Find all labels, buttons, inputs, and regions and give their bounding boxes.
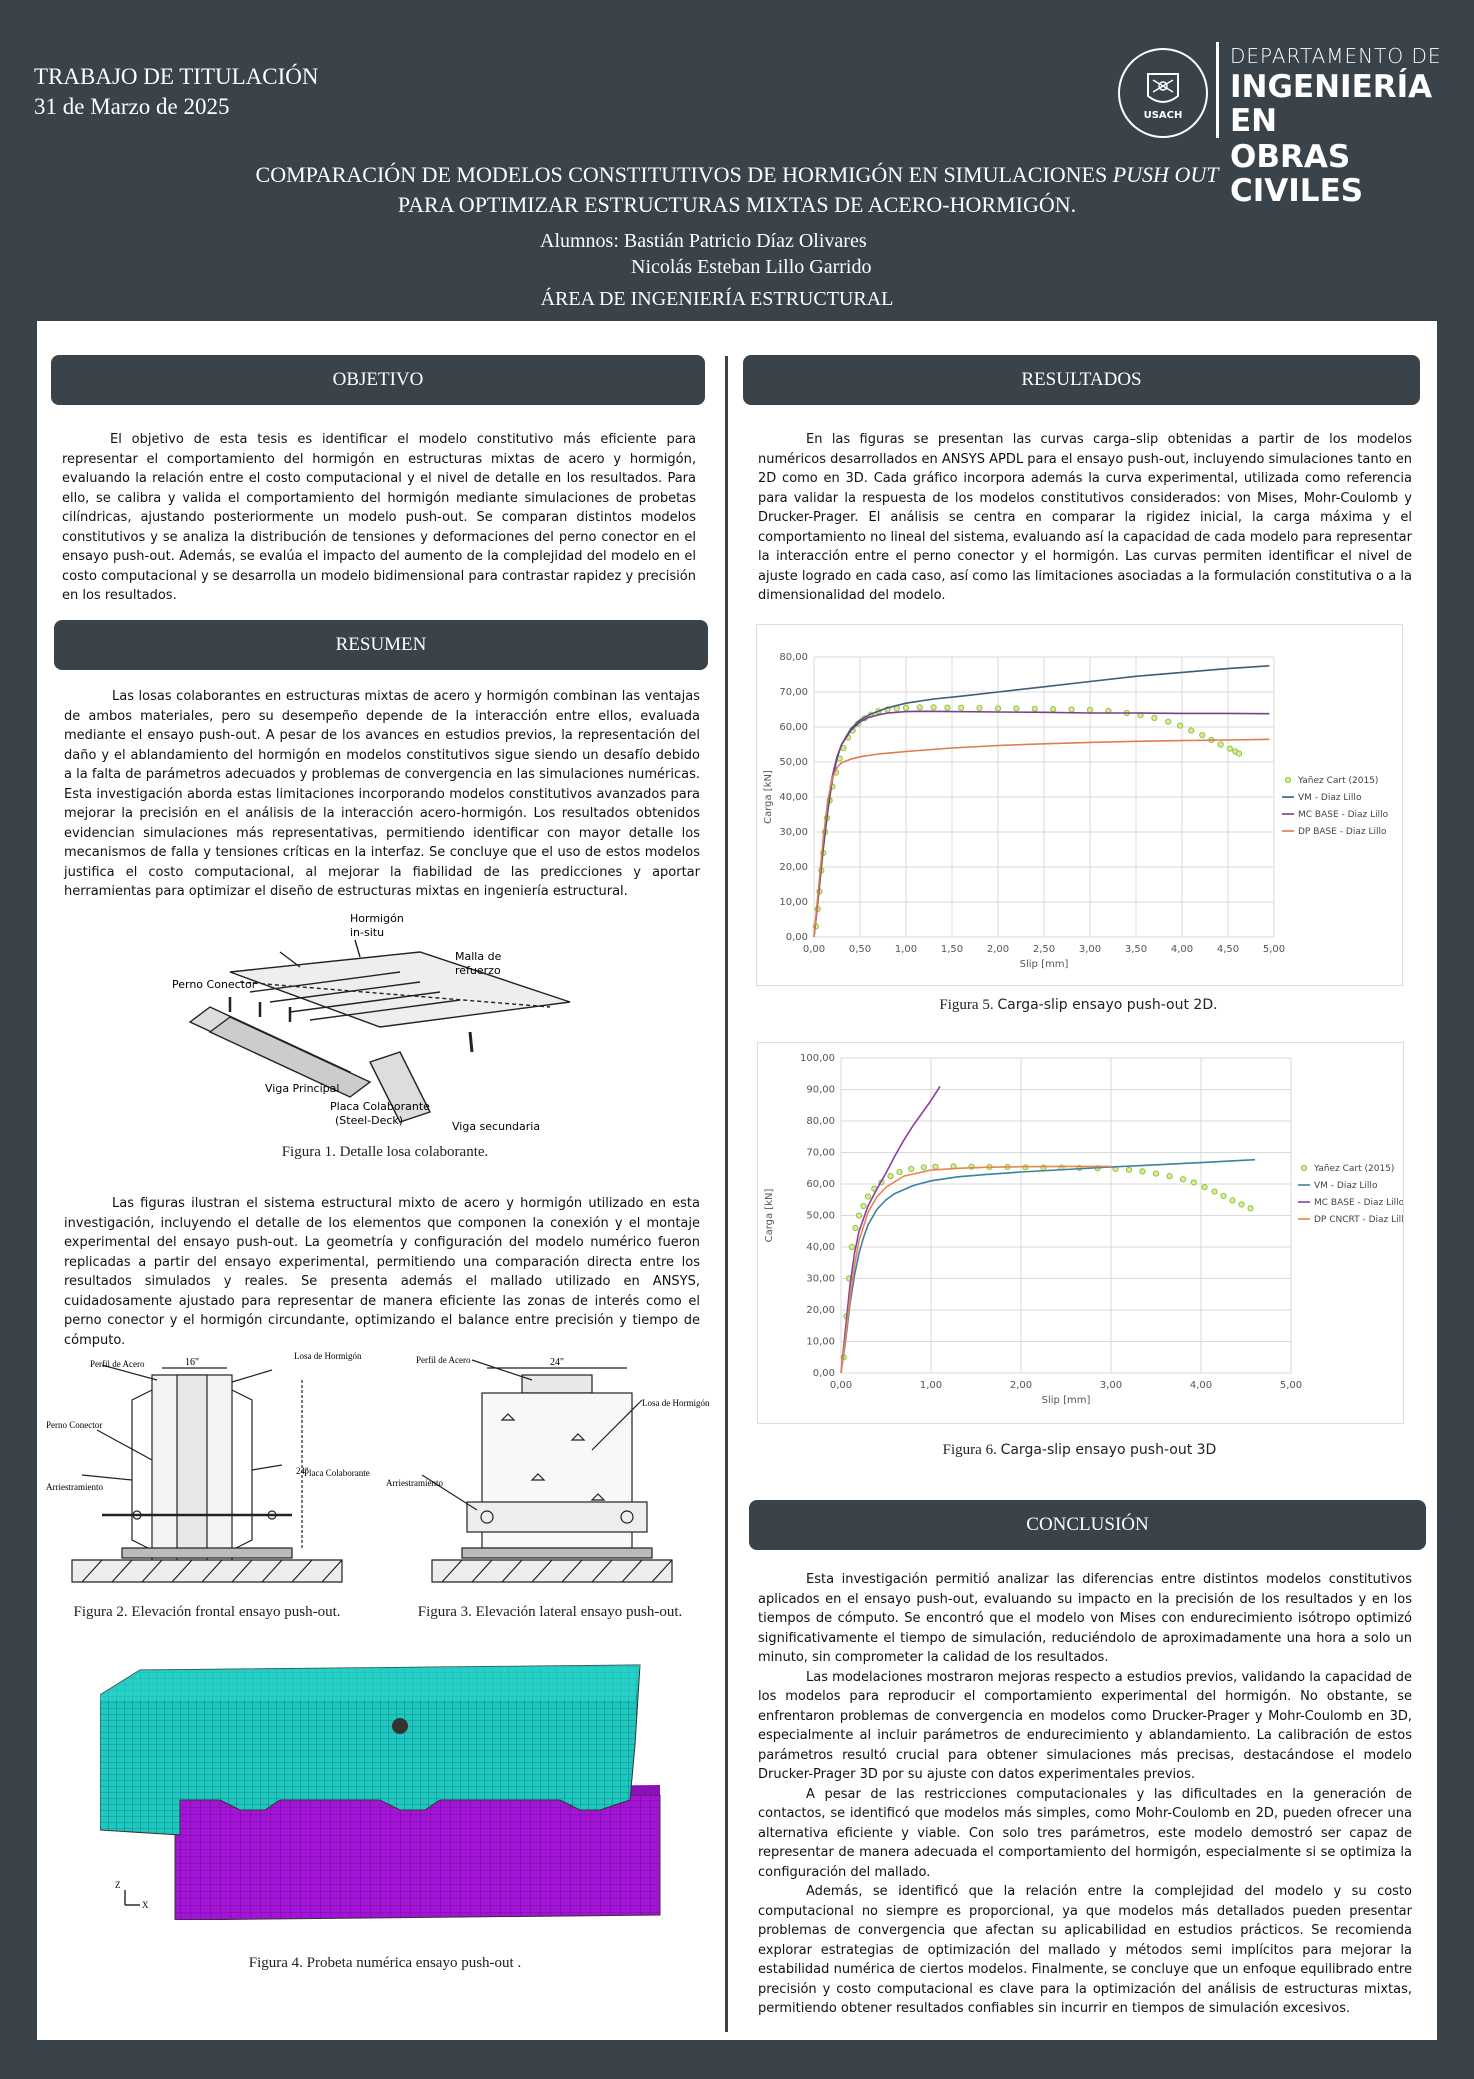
data-point — [1140, 1169, 1145, 1174]
data-point — [1178, 723, 1183, 728]
legend-label: MC BASE - Diaz Lillo — [1298, 810, 1389, 820]
fig2-label-arr: Arriestramiento — [46, 1482, 103, 1492]
x-tick-label: 0,00 — [802, 944, 826, 955]
fig3-label-arr: Arriestramiento — [386, 1478, 443, 1488]
conclusion-text — [758, 1570, 1412, 2019]
series-line — [814, 666, 1269, 937]
figure-6-caption-a: Figura 6. — [942, 1442, 1001, 1458]
y-tick-label: 100,00 — [800, 1053, 835, 1064]
fig2-label-perno: Perno Conector — [46, 1420, 103, 1430]
legend-label: DP BASE - Diaz Lillo — [1298, 827, 1387, 837]
y-tick-label: 60,00 — [779, 722, 808, 733]
data-point — [1202, 1185, 1207, 1190]
legend-label: VM - Diaz Lillo — [1314, 1181, 1378, 1191]
objetivo-heading: OBJETIVO — [51, 355, 705, 405]
y-tick-label: 80,00 — [806, 1116, 835, 1127]
title-line1: COMPARACIÓN DE MODELOS CONSTITUTIVOS DE HORMIGÓN EN SIMULACIONES — [255, 162, 1113, 187]
data-point — [903, 705, 908, 710]
data-point — [1230, 1198, 1235, 1203]
chart-3d-svg — [758, 1043, 1403, 1423]
series-line — [814, 711, 1269, 937]
data-point — [1167, 1174, 1172, 1179]
objetivo-text — [62, 430, 696, 606]
logo-divider — [1216, 42, 1219, 138]
data-point — [897, 1169, 902, 1174]
data-point — [909, 1166, 914, 1171]
conclusion-heading: CONCLUSIÓN — [749, 1500, 1426, 1550]
legend-swatch — [1285, 777, 1290, 782]
data-point — [1180, 1177, 1185, 1182]
fig3-label-losa: Losa de Hormigón — [642, 1398, 710, 1408]
data-point — [1166, 719, 1171, 724]
logo-line1: DEPARTAMENTO DE — [1230, 44, 1442, 68]
fig1-label-hormigon: Hormigón — [350, 912, 404, 925]
fig2-label-placa: Placa Colaborante — [304, 1468, 370, 1478]
legend-swatch — [1301, 1165, 1306, 1170]
resumen-paragraph: Las losas colaborantes en estructuras mixtas de acero y hormigón combinan las ventajas de ambos materiales, pero su desempeño depende de la interacción entre ellos, evaluada mediante el ensayo push-out. A pesar de los avances en estudios previos, la representación del daño y el ablandamiento del hormigón en modelos constitutivos sigue siendo un desafío debido a la falta de parámetros adecuados y problemas de convergencia en las simulaciones numéricas. Esta investigación aborda estas limitaciones incorporando modelos constitutivos avanzados para mejorar la precisión en el análisis de la interacción acero-hormigón. Los resultados obtenidos evidencian simulaciones más representativas, permitiendo identificar con mayor detalle los mecanismos de falla y tensiones críticas en la interfaz. Se concluye que el uso de estos modelos justifica el costo computacional, al mejorar la fiabilidad de las predicciones y aportar herramientas para optimizar el diseño de estructuras mixtas en ingeniería estructural. — [64, 689, 700, 899]
data-point — [1087, 707, 1092, 712]
figure-6-caption-b: Carga-slip ensayo push-out 3D — [1000, 1442, 1217, 1458]
figure-5-caption — [756, 997, 1401, 1014]
poster-header — [0, 0, 1474, 320]
data-point — [917, 705, 922, 710]
logo-line3: OBRAS CIVILES — [1230, 139, 1364, 209]
resultados-heading: RESULTADOS — [743, 355, 1420, 405]
figure-3-lateral-elevation — [382, 1350, 722, 1585]
sistema-paragraph: Las figuras ilustran el sistema estructural mixto de acero y hormigón utilizado en esta investigación, incluyendo el detalle de los elementos que componen la conexión y el montaje experimental del ensayo push-out. La geometría y configuración del modelo numérico fueron replicadas a partir del ensayo experimental, permitiendo una comparación directa entre los resultados simulados y reales. Se presenta además el mallado utilizado en ANSYS, cuidadosamente ajustado para representar de manera eficiente las zonas de interés como el perno conector y el hormigón circundante, optimizando el balance entre precisión y tiempo de cómputo. — [64, 1196, 700, 1348]
area-label: ÁREA DE INGENIERÍA ESTRUCTURAL — [540, 288, 894, 310]
axis-z-label: Z — [115, 1880, 121, 1890]
data-point — [1218, 742, 1223, 747]
figure-1-caption: Figura 1. Detalle losa colaborante. — [281, 1144, 489, 1160]
header-left — [34, 62, 319, 122]
y-tick-label: 30,00 — [806, 1273, 835, 1285]
data-point — [1239, 1202, 1244, 1207]
y-tick-label: 40,00 — [806, 1242, 835, 1253]
figure-3-caption: Figura 3. Elevación lateral ensayo push-out. — [417, 1604, 683, 1620]
x-tick-label: 0,00 — [829, 1380, 853, 1391]
x-tick-label: 2,50 — [1032, 944, 1056, 955]
university-seal-icon — [1118, 48, 1208, 138]
sistema-text — [64, 1194, 700, 1350]
series-line — [841, 1166, 1111, 1373]
data-point — [995, 706, 1000, 711]
fig1-label-insitu: in-situ — [350, 926, 385, 939]
legend-label: Yañez Cart (2015) — [1298, 776, 1379, 786]
resultados-paragraph: En las figuras se presentan las curvas carga–slip obtenidas a partir de los modelos numéricos desarrollados en ANSYS APDL para el ensayo push-out, incluyendo simulaciones tanto en 2D como en 3D. Cada gráfico incorpora además la curva experimental, utilizada como referencia para validar la respuesta de los modelos constitutivos considerados: von Mises, Mohr-Coulomb y Drucker-Prager. El análisis se centra en comparar la rigidez inicial, la carga máxima y el comportamiento no lineal del sistema, evaluando así la capacidad de cada modelo para representar la interacción entre el perno conector y el hormigón. Las curvas permiten identificar el nivel de ajuste logrado en cada caso, así como las limitaciones asociadas a la formulación constitutiva o a la dimensionalidad del modelo. — [758, 432, 1412, 603]
fig1-label-malla2: refuerzo — [455, 964, 501, 977]
figure-5-caption-a: Figura 5. — [939, 997, 998, 1013]
chart-2d-svg — [757, 625, 1402, 985]
data-point — [931, 705, 936, 710]
conclusion-paragraph-4: Además, se identificó que la relación entre la complejidad del modelo y su costo computacional no siempre es proporcional, ya que modelos más detallados pueden presentar problemas de convergencia que afectan su aplicabilidad en estudios prácticos. Se recomienda explorar estrategias de optimización del mallado y métodos semi implícitos para mejorar la estabilidad numérica de ciertos modelos. Finalmente, se concluye que un enfoque equilibrado entre precisión y costo computacional es clave para la optimización del análisis de estructuras mixtas, permitiendo obtener resultados confiables sin incurrir en tiempos de simulación excesivos. — [758, 1884, 1412, 2016]
legend-label: Yañez Cart (2015) — [1314, 1164, 1395, 1174]
data-point — [921, 1165, 926, 1170]
fig3-dim: 24" — [549, 1357, 565, 1368]
students-block — [540, 228, 872, 280]
fig1-label-perno: Perno Conector — [172, 978, 257, 991]
y-tick-label: 50,00 — [806, 1210, 835, 1222]
x-tick-label: 3,50 — [1124, 944, 1148, 955]
y-tick-label: 20,00 — [806, 1305, 835, 1316]
x-tick-label: 4,50 — [1216, 944, 1240, 955]
x-tick-label: 5,00 — [1262, 944, 1286, 955]
x-tick-label: 4,00 — [1170, 944, 1194, 955]
x-tick-label: 4,00 — [1189, 1380, 1213, 1391]
fig2-label-h: 24" — [296, 1466, 309, 1476]
y-tick-label: 30,00 — [779, 827, 808, 838]
y-tick-label: 70,00 — [806, 1147, 835, 1159]
y-tick-label: 10,00 — [779, 897, 808, 908]
figure-5-caption-b: Carga-slip ensayo push-out 2D. — [997, 997, 1218, 1013]
axis-x-label: X — [142, 1900, 149, 1910]
students-label: Alumnos: — [540, 230, 619, 252]
data-point — [933, 1164, 938, 1169]
data-point — [945, 705, 950, 710]
legend-label: VM - Diaz Lillo — [1298, 793, 1362, 803]
chart-2d — [756, 624, 1403, 986]
title-line2: PARA OPTIMIZAR ESTRUCTURAS MIXTAS DE ACERO-HORMIGÓN. — [397, 192, 1077, 217]
series-line — [814, 739, 1269, 937]
legend-label: DP CNCRT - Diaz Lillo — [1314, 1215, 1403, 1225]
student-1: Bastián Patricio Díaz Olivares — [623, 230, 867, 252]
data-point — [865, 1194, 870, 1199]
x-tick-label: 1,00 — [894, 944, 918, 955]
y-tick-label: 90,00 — [806, 1084, 835, 1096]
student-2: Nicolás Esteban Lillo Garrido — [631, 256, 872, 278]
title-pushout: PUSH OUT — [1112, 162, 1219, 187]
resultados-text — [758, 430, 1412, 606]
data-point — [853, 1226, 858, 1231]
y-tick-label: 60,00 — [806, 1179, 835, 1190]
conclusion-paragraph-3: A pesar de las restricciones computacionales y las dificultades en la generación de contactos, se identificó que modelos más simples, como Mohr-Coulomb en 2D, pueden ofrecer una alternativa eficiente y viable. Con solo tres parámetros, este modelo demostró ser capaz de representar de manera adecuada el comportamiento del hormigón, especialmente si se optimiza la configuración del mallado. — [758, 1786, 1412, 1880]
y-axis-label: Carga [kN] — [763, 770, 774, 824]
x-tick-label: 0,50 — [848, 944, 872, 955]
data-point — [1126, 1167, 1131, 1172]
y-axis-label: Carga [kN] — [764, 1188, 775, 1243]
x-tick-label: 2,00 — [1009, 1380, 1033, 1391]
date-label: 31 de Marzo de 2025 — [34, 94, 230, 119]
figure-2-caption: Figura 2. Elevación frontal ensayo push-out. — [73, 1604, 341, 1620]
fig1-label-placa2: (Steel-Deck) — [335, 1114, 404, 1127]
x-axis-label: Slip [mm] — [1019, 959, 1069, 970]
fig1-label-vigasec: Viga secundaria — [452, 1120, 541, 1133]
poster-title — [0, 160, 1474, 220]
y-tick-label: 80,00 — [779, 652, 808, 663]
y-tick-label: 10,00 — [806, 1336, 835, 1348]
data-point — [1191, 1180, 1196, 1185]
y-tick-label: 0,00 — [785, 932, 808, 943]
data-point — [856, 1213, 861, 1218]
data-point — [861, 1203, 866, 1208]
fig3-label-perfil: Perfil de Acero — [416, 1355, 471, 1365]
x-tick-label: 3,00 — [1078, 944, 1102, 955]
conclusion-paragraph-2: Las modelaciones mostraron mejoras respecto a estudios previos, validando la capacidad de los modelos para reproducir el comportamiento experimental del hormigón. No obstante, se enfrentaron problemas de convergencia en modelos como Drucker-Prager y Mohr-Coulomb en 3D, especialmente al incluir parámetros de endurecimiento y ablandamiento. La calibración de estos parámetros resultó crucial para obtener simulaciones más precisas, destacándose el modelo Drucker-Prager 3D por su ajuste con datos experimentales previos. — [758, 1669, 1412, 1782]
figure-4-numerical-mesh — [100, 1660, 670, 1920]
figure-6-caption — [757, 1442, 1402, 1459]
fig2-label-losa: Losa de Hormigón — [294, 1351, 362, 1361]
y-tick-label: 0,00 — [812, 1368, 835, 1379]
column-divider — [725, 356, 728, 2032]
y-tick-label: 20,00 — [779, 862, 808, 873]
chart-3d — [757, 1042, 1404, 1424]
data-point — [1236, 751, 1241, 756]
x-tick-label: 5,00 — [1279, 1380, 1303, 1391]
figure-2-front-elevation — [42, 1350, 382, 1585]
fig1-label-placa1: Placa Colaborante — [330, 1100, 430, 1113]
data-point — [1248, 1206, 1253, 1211]
conclusion-paragraph-1: Esta investigación permitió analizar las diferencias entre distintos modelos constitutivos aplicados en el ensayo push-out, evaluando su impacto en la precisión de los resultados y en los tiempos de cómputo. Se encontró que el modelo von Mises con endurecimiento isótropo optimizó significativamente el tiempo de simulación, reduciéndolo de aproximadamente una hora a solo un minuto, sin comprometer la calidad de los resultados. — [758, 1572, 1412, 1665]
x-tick-label: 2,00 — [986, 944, 1010, 955]
data-point — [977, 706, 982, 711]
data-point — [1227, 746, 1232, 751]
seal-text: USACH — [1143, 110, 1183, 121]
program-label: TRABAJO DE TITULACIÓN — [34, 64, 319, 89]
y-tick-label: 50,00 — [779, 757, 808, 768]
data-point — [849, 1244, 854, 1249]
data-point — [888, 1174, 893, 1179]
data-point — [1212, 1189, 1217, 1194]
data-point — [1152, 715, 1157, 720]
data-point — [1032, 706, 1037, 711]
x-axis-label: Slip [mm] — [1041, 1395, 1091, 1406]
data-point — [1221, 1193, 1226, 1198]
fig1-label-viga: Viga Principal — [265, 1082, 340, 1095]
figure-1-composite-slab — [170, 912, 590, 1134]
data-point — [1153, 1171, 1158, 1176]
data-point — [1014, 706, 1019, 711]
objetivo-paragraph: El objetivo de esta tesis es identificar el modelo constitutivo más eficiente para representar el comportamiento del hormigón en estructuras mixtas de acero y hormigón, evaluando la relación entre el costo computacional y el nivel de detalle en los resultados. Para ello, se calibra y valida el comportamiento del hormigón mediante simulaciones de probetas cilíndricas, ajustando posteriormente un modelo push-out. Se comparan distintos modelos constitutivos y se analiza la distribución de tensiones y deformaciones del perno conector en el ensayo push-out. Además, se evalúa el impacto del aumento de la complejidad del modelo en el costo computacional y se desarrolla un modelo bidimensional para contrastar rapidez y precisión en los resultados. — [62, 432, 696, 603]
data-point — [959, 705, 964, 710]
data-point — [1051, 707, 1056, 712]
x-tick-label: 1,50 — [940, 944, 964, 955]
fig1-label-malla1: Malla de — [455, 950, 502, 963]
fig2-dim: 16" — [184, 1357, 200, 1368]
legend-label: MC BASE - Diaz Lillo — [1314, 1198, 1403, 1208]
x-tick-label: 1,00 — [919, 1380, 943, 1391]
x-tick-label: 3,00 — [1099, 1380, 1123, 1391]
resumen-heading: RESUMEN — [54, 620, 708, 670]
y-tick-label: 70,00 — [779, 687, 808, 698]
data-point — [1200, 732, 1205, 737]
resumen-text — [64, 687, 700, 902]
data-point — [1189, 728, 1194, 733]
y-tick-label: 40,00 — [779, 792, 808, 803]
fig2-label-perfil: Perfil de Acero — [90, 1359, 145, 1369]
logo-line2: INGENIERÍA EN — [1230, 69, 1433, 139]
data-point — [1069, 707, 1074, 712]
figure-4-caption: Figura 4. Probeta numérica ensayo push-out . — [248, 1955, 522, 1971]
